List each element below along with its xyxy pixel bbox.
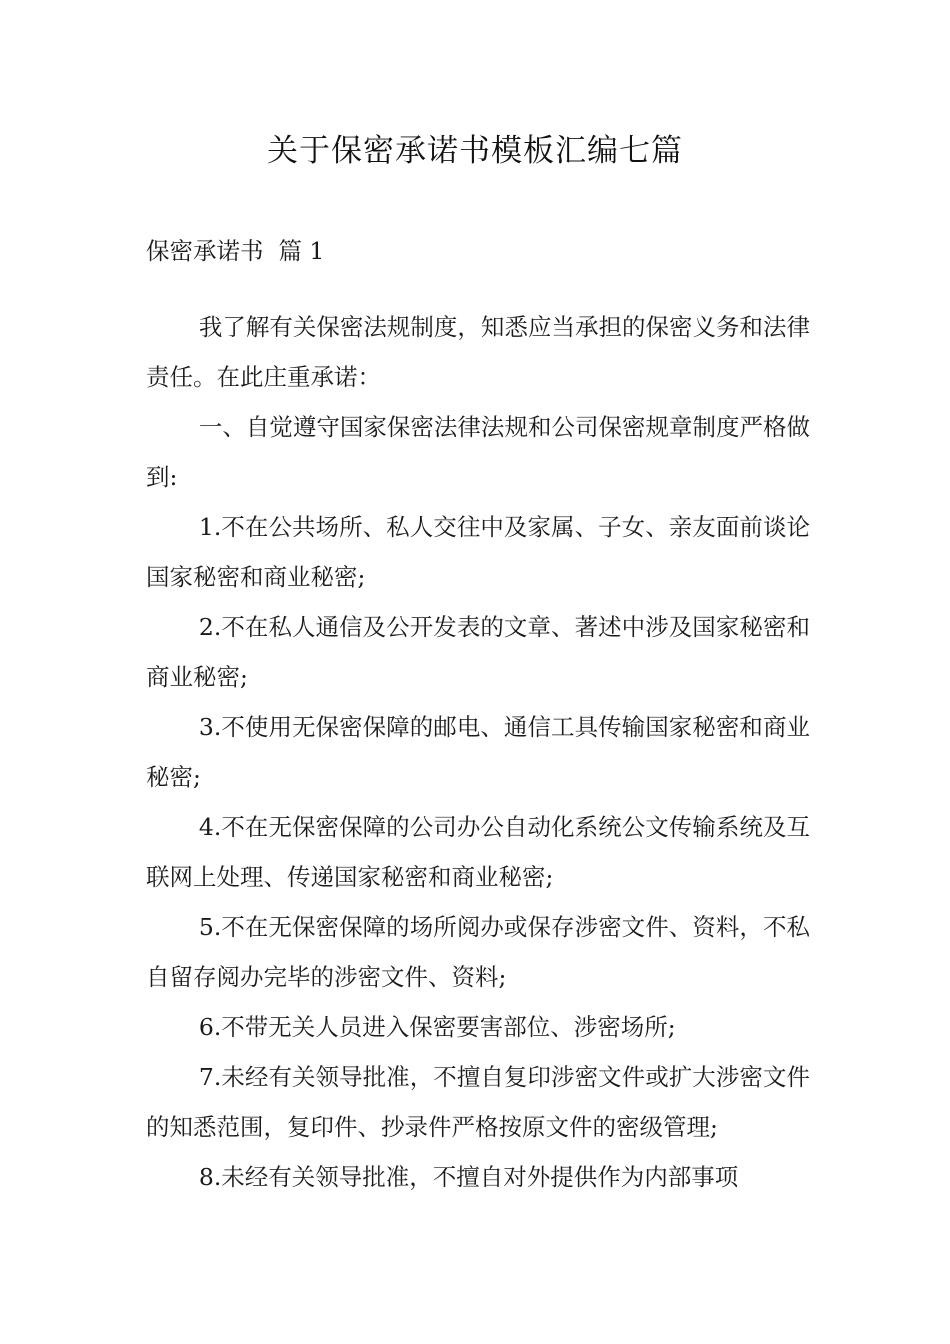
paragraph-item-5: 5.不在无保密保障的场所阅办或保存涉密文件、资料，不私自留存阅办完毕的涉密文件、资料; — [146, 913, 810, 991]
paragraph-item-8: 8.未经有关领导批准，不擅自对外提供作为内部事项 — [198, 1163, 739, 1191]
paragraph-item-1: 1.不在公共场所、私人交往中及家属、子女、亲友面前谈论国家秘密和商业秘密; — [146, 513, 810, 591]
paragraph-section-one: 一、自觉遵守国家保密法律法规和公司保密规章制度严格做到: — [146, 413, 810, 491]
paragraph-item-3: 3.不使用无保密保障的邮电、通信工具传输国家秘密和商业秘密; — [146, 713, 810, 791]
document-title: 关于保密承诺书模板汇编七篇 — [267, 133, 683, 169]
paragraph-item-7: 7.未经有关领导批准，不擅自复印涉密文件或扩大涉密文件的知悉范围，复印件、抄录件严格按原文件的密级管理; — [146, 1063, 810, 1141]
section-heading: 保密承诺书 篇 1 — [146, 237, 325, 265]
document-body — [146, 226, 810, 1202]
paragraph-item-2: 2.不在私人通信及公开发表的文章、著述中涉及国家秘密和商业秘密; — [146, 613, 810, 691]
paragraph-item-4: 4.不在无保密保障的公司办公自动化系统公文传输系统及互联网上处理、传递国家秘密和商业秘密; — [146, 813, 810, 891]
paragraph-intro: 我了解有关保密法规制度，知悉应当承担的保密义务和法律责任。在此庄重承诺： — [146, 313, 810, 391]
paragraph-item-6: 6.不带无关人员进入保密要害部位、涉密场所; — [198, 1013, 676, 1041]
